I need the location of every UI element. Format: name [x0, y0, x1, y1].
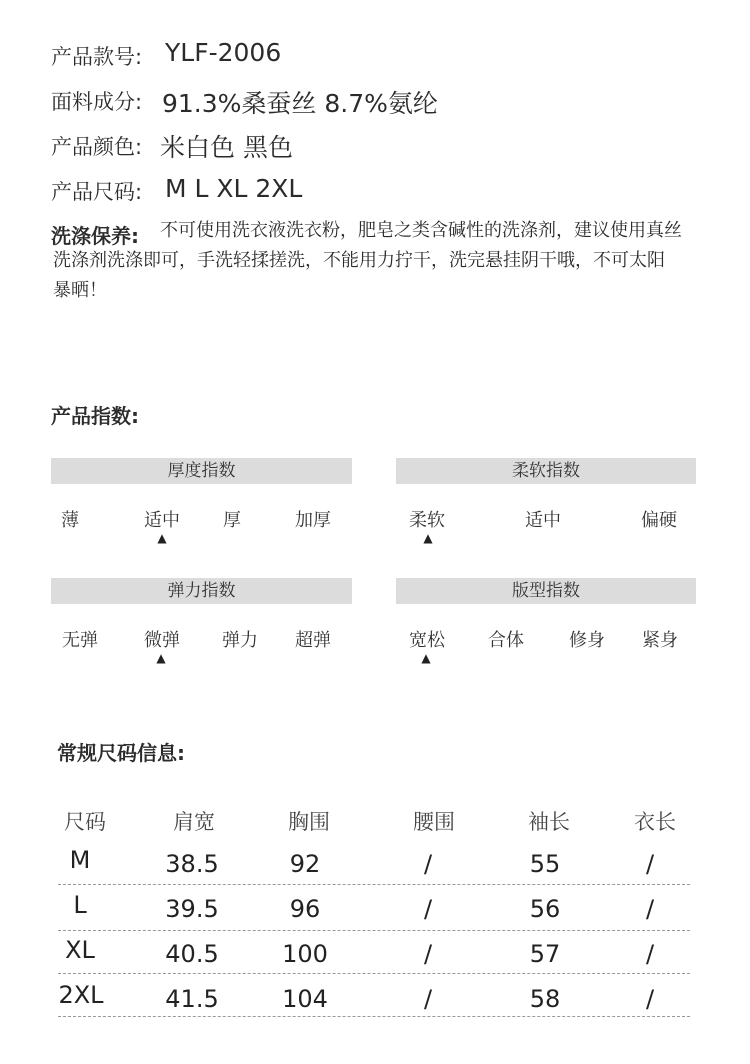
thickness-option-thin: 薄: [61, 510, 79, 531]
table-cell-shoulder: 40.5: [165, 940, 219, 968]
fit-option-regular: 合体: [488, 630, 524, 651]
softness-option-medium: 适中: [525, 510, 561, 531]
table-cell-length: /: [645, 985, 655, 1013]
table-cell-bust: 104: [282, 985, 328, 1013]
header-size: 尺码: [64, 810, 106, 834]
fit-option-tight: 紧身: [642, 630, 678, 651]
elasticity-selected-marker-icon: ▲: [156, 651, 166, 665]
table-cell-bust: 92: [289, 850, 321, 878]
table-cell-size: L: [73, 891, 87, 919]
table-cell-shoulder: 39.5: [165, 895, 219, 923]
table-cell-bust: 96: [289, 895, 321, 923]
fit-option-loose: 宽松: [409, 630, 445, 651]
fabric-value: 91.3%桑蚕丝 8.7%氨纶: [162, 89, 438, 118]
table-row-divider: [58, 1016, 690, 1017]
softness-index-bar: 柔软指数: [396, 458, 696, 484]
table-row-divider: [58, 884, 690, 885]
softness-selected-marker-icon: ▲: [423, 531, 433, 545]
care-text-line-2: 洗涤剂洗涤即可，手洗轻揉搓洗，不能用力拧干，洗完悬挂阴干哦，不可太阳: [53, 250, 665, 271]
size-value: M L XL 2XL: [165, 174, 303, 203]
table-row-divider: [58, 973, 690, 974]
fit-option-slim: 修身: [569, 630, 605, 651]
care-text-line-3: 暴晒！: [53, 280, 107, 301]
table-cell-sleeve: 58: [529, 985, 561, 1013]
table-cell-sleeve: 56: [529, 895, 561, 923]
table-cell-waist: /: [423, 940, 433, 968]
header-bust: 胸围: [288, 810, 330, 834]
table-cell-size: M: [69, 846, 91, 874]
fabric-label: 面料成分:: [51, 90, 143, 114]
table-cell-length: /: [645, 850, 655, 878]
care-label: 洗涤保养:: [51, 224, 139, 248]
fit-index-bar: 版型指数: [396, 578, 696, 604]
elasticity-option-slight: 微弹: [144, 630, 180, 651]
elasticity-option-stretch: 弹力: [222, 630, 258, 651]
table-cell-size: XL: [65, 936, 95, 964]
elasticity-option-super: 超弹: [295, 630, 331, 651]
color-label: 产品颜色:: [51, 135, 143, 159]
model-value: YLF-2006: [165, 38, 282, 67]
thickness-option-thick: 厚: [223, 510, 241, 531]
table-cell-waist: /: [423, 850, 433, 878]
care-text-line-1: 不可使用洗衣液洗衣粉，肥皂之类含碱性的洗涤剂，建议使用真丝: [160, 220, 682, 241]
table-cell-length: /: [645, 895, 655, 923]
table-cell-waist: /: [423, 895, 433, 923]
softness-option-stiff: 偏硬: [641, 510, 677, 531]
thickness-option-extra-thick: 加厚: [295, 510, 331, 531]
size-label: 产品尺码:: [51, 180, 143, 204]
table-cell-bust: 100: [282, 940, 328, 968]
thickness-option-medium: 适中: [144, 510, 180, 531]
elasticity-option-none: 无弹: [62, 630, 98, 651]
fit-selected-marker-icon: ▲: [421, 651, 431, 665]
table-cell-shoulder: 38.5: [165, 850, 219, 878]
table-cell-length: /: [645, 940, 655, 968]
size-table-title: 常规尺码信息:: [57, 741, 185, 765]
elasticity-index-bar: 弹力指数: [51, 578, 352, 604]
model-label: 产品款号:: [51, 45, 143, 69]
softness-option-soft: 柔软: [409, 510, 445, 531]
table-cell-sleeve: 55: [529, 850, 561, 878]
header-sleeve: 袖长: [528, 810, 570, 834]
table-row-divider: [58, 930, 690, 931]
table-cell-shoulder: 41.5: [165, 985, 219, 1013]
table-cell-waist: /: [423, 985, 433, 1013]
thickness-selected-marker-icon: ▲: [157, 531, 167, 545]
header-waist: 腰围: [413, 810, 455, 834]
table-cell-size: 2XL: [58, 981, 104, 1009]
table-cell-sleeve: 57: [529, 940, 561, 968]
indices-title: 产品指数:: [51, 404, 139, 428]
thickness-index-bar: 厚度指数: [51, 458, 352, 484]
header-length: 衣长: [634, 810, 676, 834]
color-value: 米白色 黑色: [160, 133, 293, 162]
header-shoulder: 肩宽: [173, 810, 215, 834]
